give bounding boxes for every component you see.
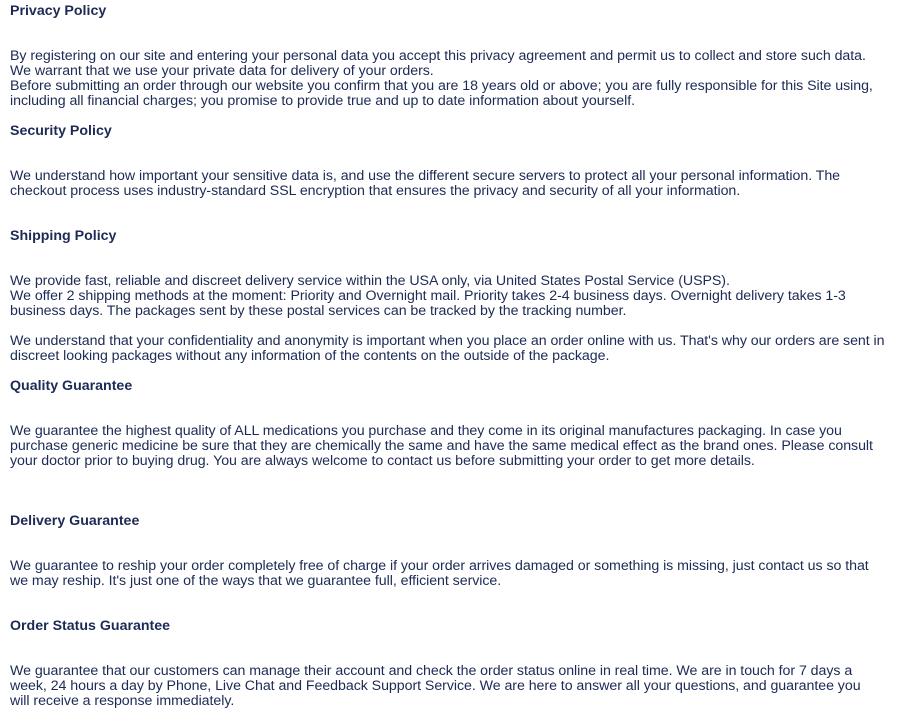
security-policy-heading: Security Policy xyxy=(10,123,112,139)
shipping-policy-heading: Shipping Policy xyxy=(10,228,117,244)
security-policy-paragraph: We understand how important your sensitive data is, and use the different secure servers to protect all your personal information. The checkout process uses industry-standard SSL encryption that ensures the privacy and security of all your information. xyxy=(10,168,841,199)
quality-guarantee-paragraph: We guarantee the highest quality of ALL medications you purchase and they come in its original manufactures packaging. In case you purchase generic medicine be sure that they are chemically the same and have the same medical effect as the brand ones. Please consult your doctor prior to buying drug. You are always welcome to contact us before submitting your order to get more details. xyxy=(10,423,873,469)
privacy-policy-heading: Privacy Policy xyxy=(10,3,107,19)
delivery-guarantee-paragraph: We guarantee to reship your order completely free of charge if your order arrives damaged or something is missing, just contact us so that we may reship. It's just one of the ways that we guarantee full, efficient service. xyxy=(10,558,869,589)
privacy-policy-paragraph-1: By registering on our site and entering your personal data you accept this privacy agreement and permit us to collect and store such data. We warrant that we use your private data for delivery of your orders. xyxy=(10,48,866,79)
order-status-guarantee-paragraph: We guarantee that our customers can manage their account and check the order status online in real time. We are in touch for 7 days a week, 24 hours a day by Phone, Live Chat and Feedback Support Service. We are here to answer all your questions, and guarantee you will receive a response immediately. xyxy=(10,663,861,709)
delivery-guarantee-heading: Delivery Guarantee xyxy=(10,513,140,529)
shipping-policy-paragraph-2: We offer 2 shipping methods at the moment: Priority and Overnight mail. Priority takes 2-4 business days. Overnight delivery takes 1-3 business days. The packages sent by these postal services can be tracked by the tracking number. xyxy=(10,288,846,319)
shipping-policy-paragraph-1: We provide fast, reliable and discreet delivery service within the USA only, via United States Postal Service (USPS). xyxy=(10,273,730,289)
privacy-policy-paragraph-2: Before submitting an order through our website you confirm that you are 18 years old or above; you are fully responsible for this Site using, including all financial charges; you promise to provide true and up to date information about yourself. xyxy=(10,78,873,109)
order-status-guarantee-heading: Order Status Guarantee xyxy=(10,618,171,634)
quality-guarantee-heading: Quality Guarantee xyxy=(10,378,133,394)
shipping-policy-paragraph-3: We understand that your confidentiality and anonymity is important when you place an order online with us. That's why our orders are sent in discreet looking packages without any information of the contents on the outside of the package. xyxy=(10,333,885,364)
